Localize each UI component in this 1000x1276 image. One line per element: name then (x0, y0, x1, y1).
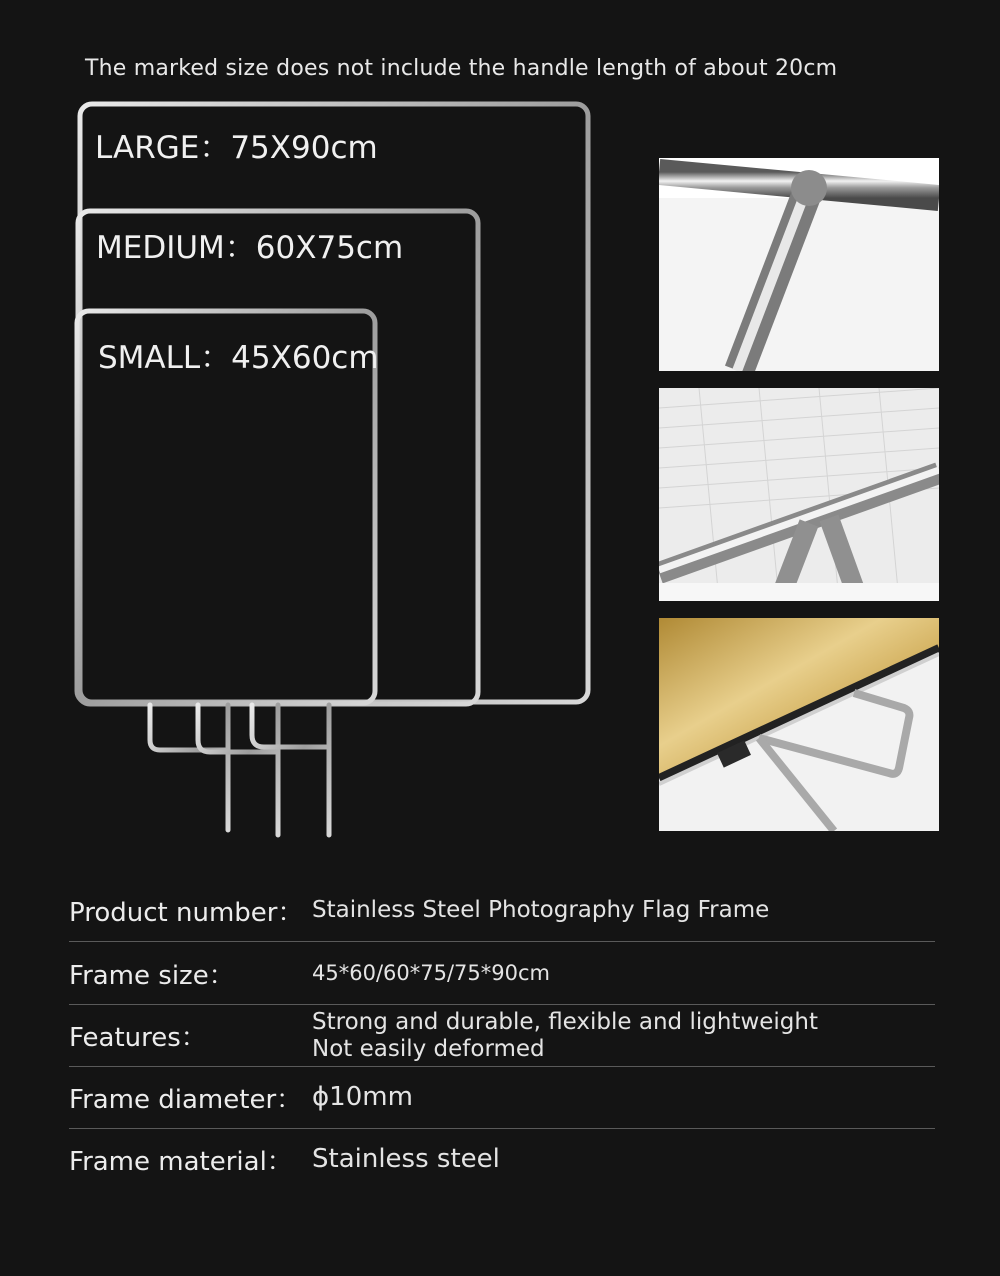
small-handle (150, 705, 228, 830)
spec-value: ϕ10mm (312, 1082, 413, 1112)
spec-value (312, 1009, 818, 1063)
spec-label: Frame material： (69, 1147, 293, 1177)
spec-row-frame-size (69, 942, 935, 1005)
spec-value: 45*60/60*75/75*90cm (312, 960, 550, 985)
large-size-label: LARGE：75X90cm (95, 130, 378, 166)
spec-row-product-number (69, 880, 935, 942)
spec-label: Product number： (69, 898, 304, 928)
spec-label: Frame diameter： (69, 1085, 303, 1115)
frame-joint-closeup-photo (659, 158, 939, 371)
gold-reflector-handle-photo (659, 618, 939, 831)
medium-handle (198, 705, 278, 835)
large-frame (80, 104, 588, 702)
spec-value: Stainless steel (312, 1144, 500, 1174)
spec-row-frame-material (69, 1129, 935, 1190)
spec-value: Stainless Steel Photography Flag Frame (312, 897, 770, 923)
spec-row-frame-diameter (69, 1067, 935, 1129)
large-handle (252, 705, 329, 835)
small-size-label: SMALL：45X60cm (98, 340, 379, 376)
spec-row-features (69, 1005, 935, 1067)
feature-line: Strong and durable, flexible and lightweight (312, 1008, 818, 1035)
spec-label: Frame size： (69, 960, 235, 991)
spec-label: Features： (69, 1023, 207, 1053)
specs-table (69, 880, 935, 1190)
medium-size-label: MEDIUM：60X75cm (96, 230, 404, 266)
size-note: The marked size does not include the handle length of about 20cm (85, 56, 838, 81)
feature-line: Not easily deformed (312, 1035, 545, 1062)
frames-diagram (0, 0, 620, 860)
medium-frame (78, 211, 478, 704)
fabric-frame-closeup-photo (659, 388, 939, 601)
